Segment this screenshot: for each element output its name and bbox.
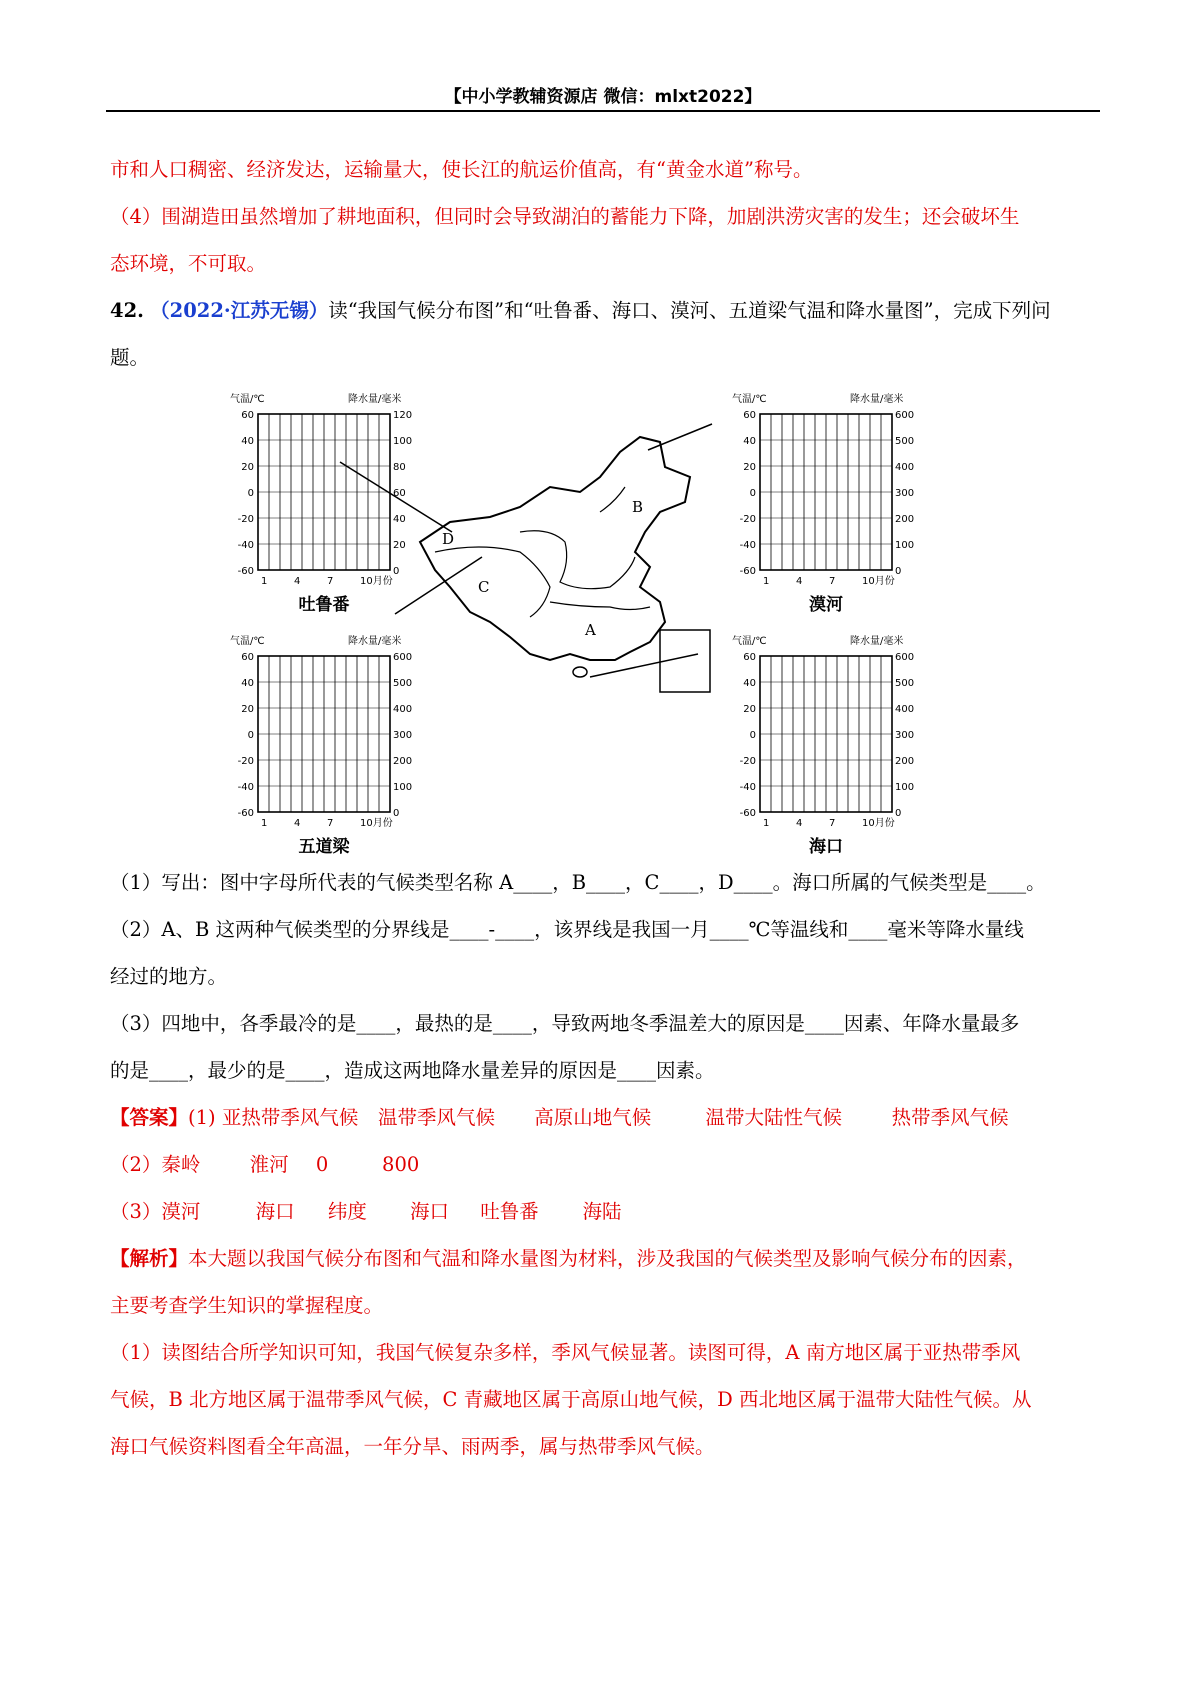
chart-wudaoliang-temp-tick: 20 xyxy=(241,704,254,715)
analysis-line-2: 主要考查学生知识的掌握程度。 xyxy=(110,1294,384,1317)
answer-1-B: 温带季风气候 xyxy=(378,1106,496,1129)
chart-turpan-precip-tick: 0 xyxy=(393,566,400,577)
chart-turpan-precip-title: 降水量/毫米 xyxy=(348,394,402,405)
answer-1-haikou: 热带季风气候 xyxy=(891,1106,1009,1129)
chart-haikou-precip-tick: 600 xyxy=(895,652,915,663)
answer-3-5: 吐鲁番 xyxy=(480,1200,539,1223)
chart-wudaoliang-month-tick: 1 xyxy=(261,818,268,829)
region-boundary-1 xyxy=(435,547,550,617)
chart-mohe-temp-tick: 60 xyxy=(743,410,756,421)
chart-haikou-temp-tick: -60 xyxy=(739,808,756,819)
region-boundary-4 xyxy=(600,487,625,512)
question-stem xyxy=(110,296,1100,326)
chart-mohe-precip-tick: 500 xyxy=(895,436,915,447)
chart-wudaoliang-temp-tick: 60 xyxy=(241,652,254,663)
chart-mohe-temp-title: 气温/℃ xyxy=(732,394,767,405)
chart-wudaoliang-temp-tick: 0 xyxy=(247,730,254,741)
analysis-line-4: 气候，B 北方地区属于温带季风气候，C 青藏地区属于高原山地气候，D 西北地区属于温带大陆性气候。从 xyxy=(110,1388,1032,1411)
chart-haikou-precip-tick: 100 xyxy=(895,782,915,793)
chart-turpan-temp-tick: -60 xyxy=(237,566,254,577)
chart-mohe-precip-title: 降水量/毫米 xyxy=(850,394,904,405)
chart-haikou-temp-tick: -20 xyxy=(739,756,756,767)
chart-wudaoliang-month-tick: 10月份 xyxy=(360,818,393,829)
chart-turpan-temp-tick: 20 xyxy=(241,462,254,473)
climate-figure xyxy=(220,392,1000,912)
arrow-haikou xyxy=(590,654,698,677)
map-letter-C: C xyxy=(478,578,490,596)
chart-haikou-name: 海口 xyxy=(809,837,843,857)
chart-haikou-precip-tick: 200 xyxy=(895,756,915,767)
chart-wudaoliang-precip-tick: 300 xyxy=(393,730,413,741)
chart-haikou-precip-tick: 300 xyxy=(895,730,915,741)
question-stem-text: 读“我国气候分布图”和“吐鲁番、海口、漠河、五道梁气温和降水量图”，完成下列问 xyxy=(328,299,1051,322)
chart-wudaoliang-precip-tick: 600 xyxy=(393,652,413,663)
chart-mohe-temp-tick: -40 xyxy=(739,540,756,551)
chart-haikou-precip-title: 降水量/毫米 xyxy=(850,636,904,647)
page-header: 【中小学教辅资源店 微信：mlxt2022】 xyxy=(444,87,762,107)
chart-haikou-temp-tick: -40 xyxy=(739,782,756,793)
answer-2-4: 800 xyxy=(382,1153,420,1176)
chart-turpan-temp-title: 气温/℃ xyxy=(230,394,265,405)
answer-3-6: 海陆 xyxy=(582,1200,622,1223)
chart-haikou-precip-tick: 500 xyxy=(895,678,915,689)
chart-mohe-temp-tick: -20 xyxy=(739,514,756,525)
answer-1-A: 亚热带季风气候 xyxy=(221,1106,359,1129)
chart-mohe-temp-tick: -60 xyxy=(739,566,756,577)
chart-mohe xyxy=(732,392,914,615)
chart-mohe-month-tick: 10月份 xyxy=(862,576,895,587)
answer-2-2: 淮河 xyxy=(249,1153,289,1176)
chart-wudaoliang-month-tick: 7 xyxy=(327,818,334,829)
answer-2-3: 0 xyxy=(315,1153,329,1176)
charts-layer xyxy=(230,392,914,857)
chart-turpan-month-tick: 1 xyxy=(261,576,268,587)
answer-3-1: 漠河 xyxy=(161,1200,201,1223)
answer-2-prefix: （2） xyxy=(110,1153,162,1176)
subq-3a: （3）四地中，各季最冷的是____，最热的是____，导致两地冬季温差大的原因是____因素、年降水量最多 xyxy=(110,1012,1020,1035)
chart-mohe-precip-tick: 100 xyxy=(895,540,915,551)
analysis-text-1: 本大题以我国气候分布图和气温和降水量图为材料，涉及我国的气候类型及影响气候分布的因素， xyxy=(188,1247,1027,1270)
chart-turpan-precip-tick: 120 xyxy=(393,410,413,421)
chart-turpan-temp-tick: 40 xyxy=(241,436,254,447)
question-stem-cont: 题。 xyxy=(110,346,150,369)
subq-3b: 的是____，最少的是____，造成这两地降水量差异的原因是____因素。 xyxy=(110,1059,715,1082)
chart-haikou-temp-tick: 40 xyxy=(743,678,756,689)
region-boundary-3 xyxy=(550,602,650,610)
chart-wudaoliang-temp-title: 气温/℃ xyxy=(230,636,265,647)
chart-haikou-temp-title: 气温/℃ xyxy=(732,636,767,647)
analysis-line-5: 海口气候资料图看全年高温，一年分旱、雨两季，属与热带季风气候。 xyxy=(110,1435,715,1458)
chart-mohe-precip-tick: 0 xyxy=(895,566,902,577)
chart-turpan-month-tick: 10月份 xyxy=(360,576,393,587)
chart-haikou-month-tick: 7 xyxy=(829,818,836,829)
answer-line-3 xyxy=(110,1197,1100,1227)
chart-wudaoliang-precip-tick: 100 xyxy=(393,782,413,793)
chart-wudaoliang-month-tick: 4 xyxy=(294,818,301,829)
chart-turpan-precip-tick: 60 xyxy=(393,488,406,499)
region-boundary-2 xyxy=(520,531,635,589)
analysis-line-1 xyxy=(110,1244,1100,1274)
chart-haikou xyxy=(732,634,914,857)
chart-mohe-month-tick: 4 xyxy=(796,576,803,587)
chart-wudaoliang-temp-tick: -60 xyxy=(237,808,254,819)
chart-mohe-precip-tick: 400 xyxy=(895,462,915,473)
analysis-line-3: （1）读图结合所学知识可知，我国气候复杂多样，季风气候显著。读图可得，A 南方地区属于亚热带季风 xyxy=(110,1341,1021,1364)
chart-turpan-precip-tick: 20 xyxy=(393,540,406,551)
answer-line-1 xyxy=(110,1103,1100,1133)
subq-2b: 经过的地方。 xyxy=(110,965,228,988)
climate-figure-svg xyxy=(220,392,1000,912)
arrow-wudaoliang xyxy=(395,557,482,614)
chart-haikou-month-tick: 10月份 xyxy=(862,818,895,829)
chart-mohe-precip-tick: 600 xyxy=(895,410,915,421)
question-source: （2022·江苏无锡） xyxy=(150,299,329,322)
chart-turpan-precip-tick: 40 xyxy=(393,514,406,525)
chart-turpan-temp-tick: -40 xyxy=(237,540,254,551)
chart-turpan xyxy=(230,392,412,615)
chart-wudaoliang-precip-tick: 200 xyxy=(393,756,413,767)
prev-answer-line-2: （4）围湖造田虽然增加了耕地面积，但同时会导致湖泊的蓄能力下降，加剧洪涝灾害的发生；还会破坏生 xyxy=(110,205,1020,228)
chart-haikou-temp-tick: 20 xyxy=(743,704,756,715)
chart-mohe-temp-tick: 20 xyxy=(743,462,756,473)
chart-mohe-temp-tick: 0 xyxy=(749,488,756,499)
answer-3-4: 海口 xyxy=(410,1200,450,1223)
answer-3-prefix: （3） xyxy=(110,1200,162,1223)
chart-wudaoliang-temp-tick: -40 xyxy=(237,782,254,793)
chart-wudaoliang-precip-tick: 500 xyxy=(393,678,413,689)
answer-3-2: 海口 xyxy=(255,1200,295,1223)
chart-mohe-name: 漠河 xyxy=(809,595,843,615)
answer-line-2 xyxy=(110,1150,1100,1180)
chart-mohe-month-tick: 1 xyxy=(763,576,770,587)
chart-wudaoliang-precip-tick: 0 xyxy=(393,808,400,819)
chart-turpan-month-tick: 7 xyxy=(327,576,334,587)
answer-1-C: 高原山地气候 xyxy=(534,1106,652,1129)
arrow-mohe xyxy=(648,424,712,450)
header-rule xyxy=(106,110,1100,112)
prev-answer-line-1: 市和人口稠密、经济发达，运输量大，使长江的航运价值高，有“黄金水道”称号。 xyxy=(110,158,813,181)
chart-mohe-temp-tick: 40 xyxy=(743,436,756,447)
answer-1-prefix: (1) xyxy=(188,1106,216,1129)
chart-haikou-precip-tick: 400 xyxy=(895,704,915,715)
chart-turpan-precip-tick: 80 xyxy=(393,462,406,473)
chart-haikou-month-tick: 1 xyxy=(763,818,770,829)
answer-3-3: 纬度 xyxy=(327,1200,367,1223)
chart-mohe-month-tick: 7 xyxy=(829,576,836,587)
map-letter-B: B xyxy=(632,498,644,516)
chart-turpan-name: 吐鲁番 xyxy=(298,595,350,615)
chart-turpan-month-tick: 4 xyxy=(294,576,301,587)
chart-mohe-precip-tick: 300 xyxy=(895,488,915,499)
analysis-label: 【解析】 xyxy=(110,1247,189,1270)
prev-answer-line-3: 态环境，不可取。 xyxy=(110,252,267,275)
answer-1-D: 温带大陆性气候 xyxy=(705,1106,842,1129)
chart-turpan-temp-tick: -20 xyxy=(237,514,254,525)
chart-haikou-temp-tick: 60 xyxy=(743,652,756,663)
hainan-island xyxy=(573,667,587,677)
map-letter-D: D xyxy=(442,530,455,548)
answer-2-1: 秦岭 xyxy=(161,1153,201,1176)
chart-turpan-temp-tick: 60 xyxy=(241,410,254,421)
question-number: 42. xyxy=(110,299,144,322)
chart-mohe-precip-tick: 200 xyxy=(895,514,915,525)
chart-wudaoliang xyxy=(230,634,412,857)
chart-turpan-temp-tick: 0 xyxy=(247,488,254,499)
chart-haikou-month-tick: 4 xyxy=(796,818,803,829)
subq-1: （1）写出：图中字母所代表的气候类型名称 A____，B____，C____，D____。海口所属的气候类型是____。 xyxy=(110,871,1046,894)
chart-wudaoliang-precip-tick: 400 xyxy=(393,704,413,715)
chart-wudaoliang-precip-title: 降水量/毫米 xyxy=(348,636,402,647)
chart-haikou-precip-tick: 0 xyxy=(895,808,902,819)
chart-haikou-temp-tick: 0 xyxy=(749,730,756,741)
answer-label: 【答案】 xyxy=(110,1106,189,1129)
chart-wudaoliang-temp-tick: 40 xyxy=(241,678,254,689)
subq-2a: （2）A、B 这两种气候类型的分界线是____-____，该界线是我国一月____℃等温线和____毫米等降水量线 xyxy=(110,918,1024,941)
map-letter-A: A xyxy=(585,621,596,639)
chart-wudaoliang-name: 五道梁 xyxy=(298,837,350,857)
chart-wudaoliang-temp-tick: -20 xyxy=(237,756,254,767)
chart-turpan-precip-tick: 100 xyxy=(393,436,413,447)
